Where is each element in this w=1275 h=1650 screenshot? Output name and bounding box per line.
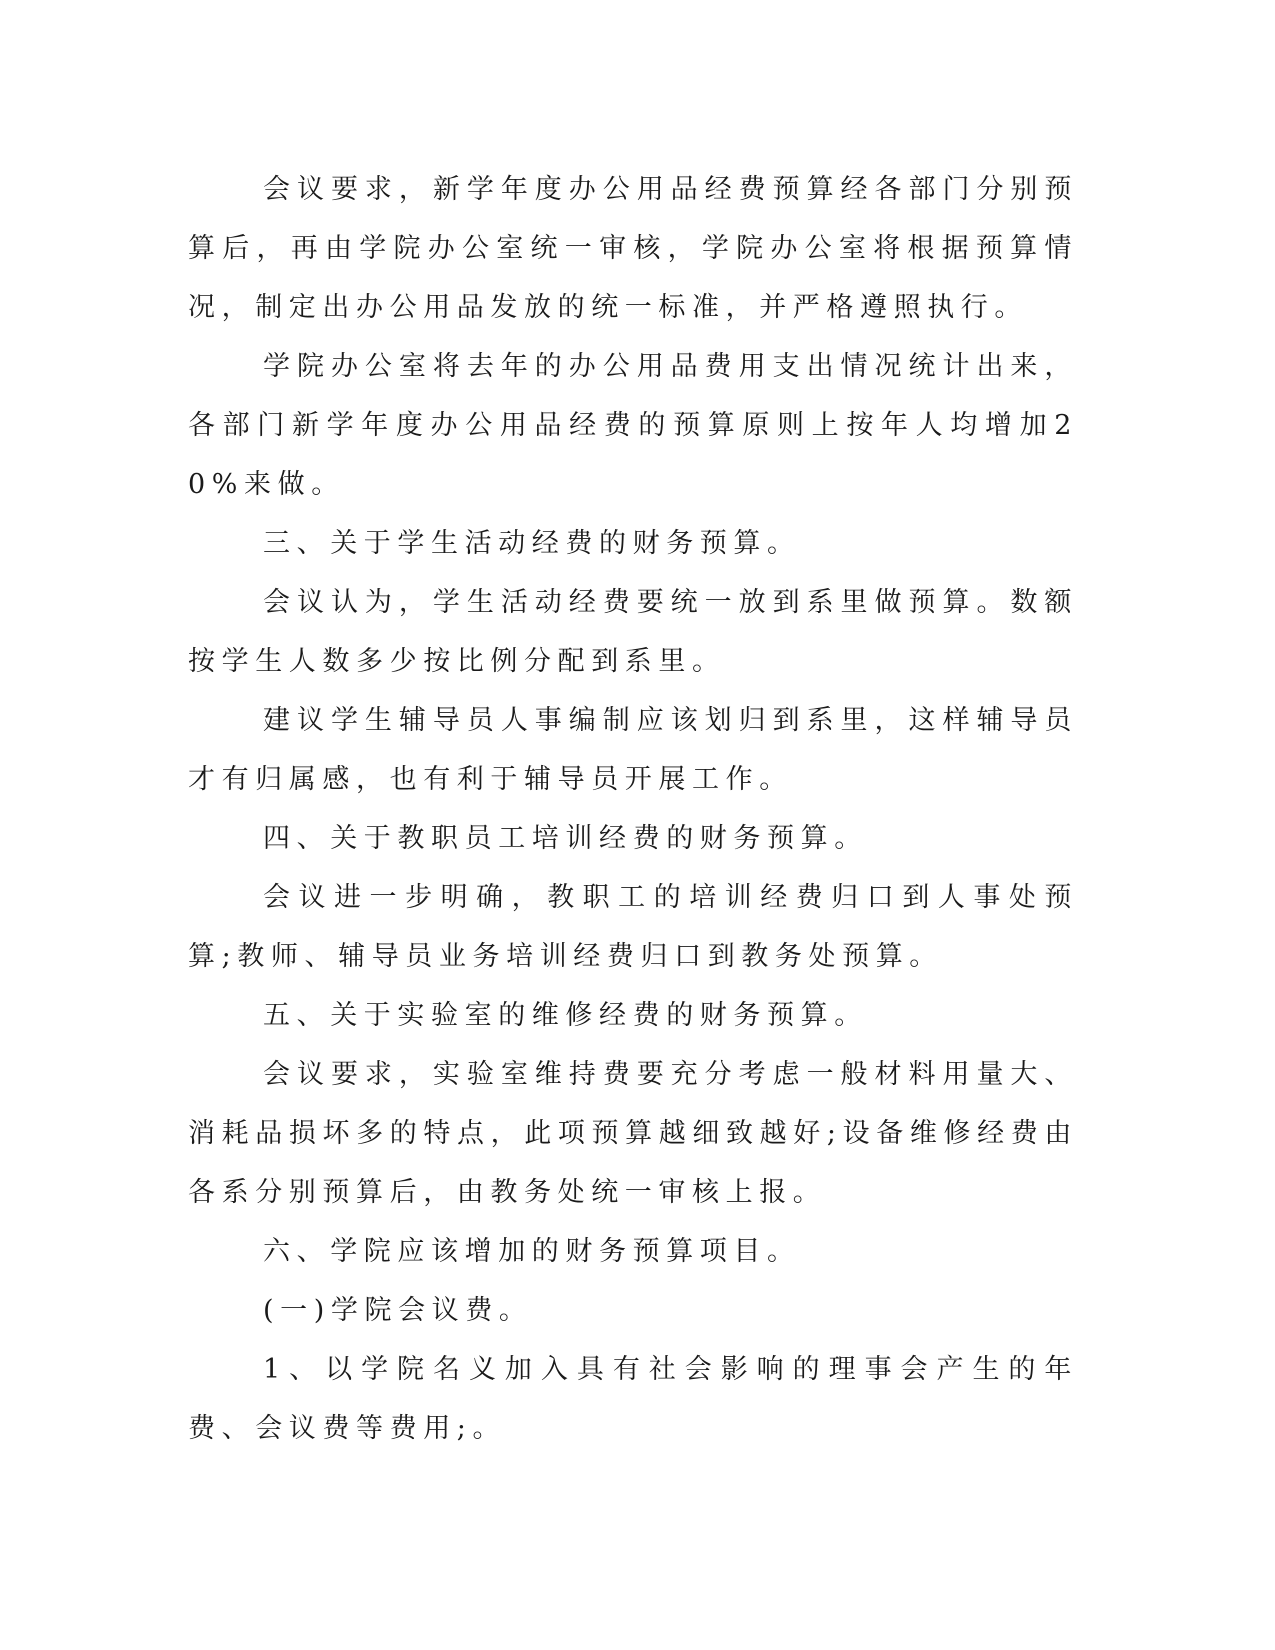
paragraph-office-supplies-review: 会议要求，新学年度办公用品经费预算经各部门分别预算后，再由学院办公室统一审核，学院办公室将根据预算情况，制定出办公用品发放的统一标准，并严格遵照执行。 [188, 174, 1078, 323]
paragraph-council-fees: 1、以学院名义加入具有社会影响的理事会产生的年费、会议费等费用;。 [188, 1354, 1078, 1444]
subheading-meeting-fees: (一)学院会议费。 [263, 1295, 533, 1326]
heading-additional-items: 六、学院应该增加的财务预算项目。 [263, 1236, 801, 1267]
paragraph-office-supplies-increase: 学院办公室将去年的办公用品费用支出情况统计出来，各部门新学年度办公用品经费的预算原则上按年人均增加20%来做。 [188, 351, 1078, 500]
heading-staff-training: 四、关于教职员工培训经费的财务预算。 [263, 823, 868, 854]
heading-student-activities: 三、关于学生活动经费的财务预算。 [263, 528, 801, 559]
paragraph-staff-training: 会议进一步明确，教职工的培训经费归口到人事处预算;教师、辅导员业务培训经费归口到教务处预算。 [188, 882, 1078, 972]
paragraph-student-activities: 会议认为，学生活动经费要统一放到系里做预算。数额按学生人数多少按比例分配到系里。 [188, 587, 1078, 677]
paragraph-counselor-staffing: 建议学生辅导员人事编制应该划归到系里，这样辅导员才有归属感，也有利于辅导员开展工作。 [188, 705, 1078, 795]
paragraph-lab-maintenance: 会议要求，实验室维持费要充分考虑一般材料用量大、消耗品损坏多的特点，此项预算越细致越好;设备维修经费由各系分别预算后，由教务处统一审核上报。 [188, 1059, 1078, 1208]
document-body [188, 160, 1078, 1458]
heading-lab-maintenance: 五、关于实验室的维修经费的财务预算。 [263, 1000, 868, 1031]
